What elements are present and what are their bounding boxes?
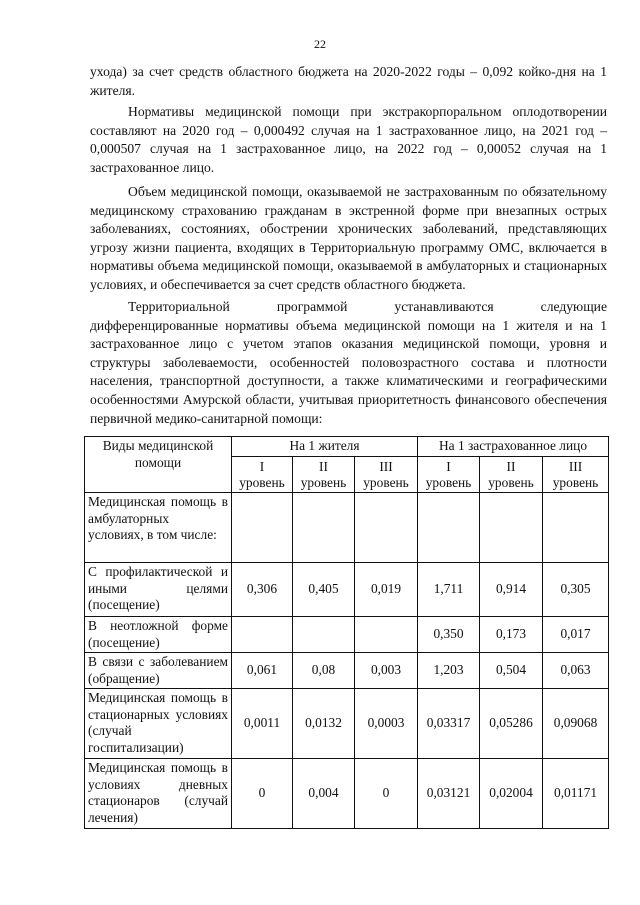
- table-cell: 0,004: [293, 759, 355, 829]
- table-cell: 0,306: [232, 563, 293, 617]
- header-level: [480, 457, 543, 493]
- row-label: В связи с заболеванием (обращение): [85, 653, 232, 689]
- table-cell: 0,173: [480, 617, 543, 653]
- row-label: С профилактической и иными целями (посещение): [85, 563, 232, 617]
- norms-table: [84, 436, 609, 829]
- table-row: [85, 493, 609, 563]
- table-cell: 0: [232, 759, 293, 829]
- table-cell: [293, 617, 355, 653]
- paragraph-continuation: [90, 63, 607, 100]
- table-cell: 0,02004: [480, 759, 543, 829]
- table-cell: [232, 493, 293, 563]
- table-row: [85, 759, 609, 829]
- header-level: [232, 457, 293, 493]
- level-word: уровень: [425, 474, 472, 490]
- table-cell: 0,003: [355, 653, 418, 689]
- table-cell: [355, 617, 418, 653]
- level-numeral: III: [379, 458, 393, 474]
- table-cell: [480, 493, 543, 563]
- table-cell: 0,063: [543, 653, 609, 689]
- table-cell: 0,01171: [543, 759, 609, 829]
- table-cell: [543, 493, 609, 563]
- level-numeral: II: [506, 458, 516, 474]
- table-row: [85, 617, 609, 653]
- table-cell: 0,019: [355, 563, 418, 617]
- table-cell: 1,203: [418, 653, 480, 689]
- row-label: Медицинская помощь в стационарных условиях (случай госпитализации): [85, 689, 232, 759]
- paragraph-uninsured-volume: [90, 183, 607, 295]
- row-label: В неотложной форме (посещение): [85, 617, 232, 653]
- table-row: [85, 563, 609, 617]
- header-level: [543, 457, 609, 493]
- table-cell: [418, 493, 480, 563]
- page-number: 22: [314, 37, 326, 51]
- header-care-type: Виды медицинской помощи: [85, 437, 232, 493]
- level-word: уровень: [239, 474, 285, 490]
- table-cell: 0,08: [293, 653, 355, 689]
- level-word: уровень: [363, 474, 409, 490]
- header-per-resident: На 1 жителя: [232, 437, 418, 457]
- table-cell: [293, 493, 355, 563]
- level-word: уровень: [552, 474, 599, 490]
- header-level: [293, 457, 355, 493]
- level-numeral: III: [568, 458, 583, 474]
- table-cell: 0,09068: [543, 689, 609, 759]
- row-label: Медицинская помощь в амбулаторных условиях, в том числе:: [85, 493, 232, 563]
- table-cell: 0: [355, 759, 418, 829]
- table-cell: 0,0132: [293, 689, 355, 759]
- header-per-insured: На 1 застрахованное лицо: [418, 437, 609, 457]
- table-row: [85, 653, 609, 689]
- table-cell: 0,03121: [418, 759, 480, 829]
- header-level: [355, 457, 418, 493]
- level-numeral: II: [319, 458, 328, 474]
- level-word: уровень: [488, 474, 534, 490]
- header-level: [418, 457, 480, 493]
- table-cell: 0,017: [543, 617, 609, 653]
- paragraph-text: Нормативы медицинской помощи при экстракорпоральном оплодотворении составляют на 2020 год – 0,000492 случая на 1 застрахованное лицо, на 2021 год – 0,000507 случая на 1 застрахованное лицо, на 2022 год – 0,00052 случая на 1 застрахованное лицо.: [90, 104, 607, 175]
- paragraph-text: Территориальной программой устанавливаются следующие дифференцированные нормативы объема медицинской помощи на 1 жителя и на 1 застрахованное лицо с учетом этапов оказания медицинской помощи, уровня и структуры заболеваемости, особенностей половозрастного состава и плотности населения, транспортной доступности, а также климатическими и географическими особенностями Амурской области, учитывая приоритетность финансового обеспечения первичной медико-санитарной помощи:: [90, 299, 607, 426]
- paragraph-differentiated-norms: [90, 298, 607, 428]
- table-cell: 0,504: [480, 653, 543, 689]
- level-word: уровень: [300, 474, 347, 490]
- paragraph-text: Объем медицинской помощи, оказываемой не застрахованным по обязательному медицинскому страхованию гражданам в экстренной форме при внезапных острых заболеваниях, состояниях, обострении хронических заболеваний, представляющих угрозу жизни пациента, входящих в Территориальную программу ОМС, включается в нормативы объема медицинской помощи, оказываемой в амбулаторных и стационарных условиях, и обеспечивается за счет средств областного бюджета.: [90, 184, 607, 292]
- table-cell: 0,0003: [355, 689, 418, 759]
- paragraph-eco-norms: [90, 103, 607, 177]
- table-cell: 0,03317: [418, 689, 480, 759]
- table-cell: [232, 617, 293, 653]
- table-cell: 0,405: [293, 563, 355, 617]
- table-cell: [355, 493, 418, 563]
- row-label: Медицинская помощь в условиях дневных стационаров (случай лечения): [85, 759, 232, 829]
- table-cell: 0,350: [418, 617, 480, 653]
- table-cell: 0,0011: [232, 689, 293, 759]
- paragraph-text: ухода) за счет средств областного бюджета на 2020-2022 годы – 0,092 койко-дня на 1 жителя.: [90, 64, 607, 98]
- table-cell: 1,711: [418, 563, 480, 617]
- table-cell: 0,914: [480, 563, 543, 617]
- table-cell: 0,05286: [480, 689, 543, 759]
- table-cell: 0,305: [543, 563, 609, 617]
- table-row: [85, 689, 609, 759]
- level-numeral: I: [259, 458, 265, 474]
- level-numeral: I: [446, 458, 451, 474]
- table-cell: 0,061: [232, 653, 293, 689]
